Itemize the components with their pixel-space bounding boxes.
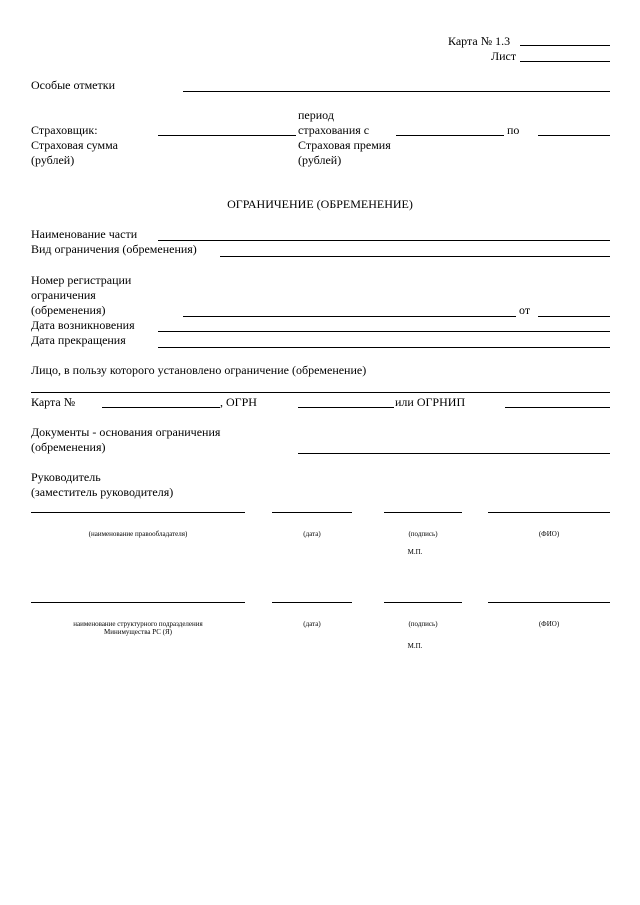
card-number-label: Карта № 1.3: [448, 34, 511, 48]
sign1-fio-field[interactable]: [488, 512, 610, 513]
special-marks-field[interactable]: [183, 91, 610, 92]
insurer-label: Страховщик:: [31, 123, 98, 137]
end-date-label: Дата прекращения: [31, 333, 126, 347]
sign2-signature-field[interactable]: [384, 602, 462, 603]
sign1-date-caption: (дата): [303, 530, 321, 538]
documents-label-1: Документы - основания ограничения: [31, 425, 221, 439]
sign2-stamp-label: М.П.: [407, 642, 423, 650]
sheet-label: Лист: [491, 49, 517, 63]
reg-from-label: от: [519, 303, 531, 317]
reg-number-label-1: Номер регистрации: [31, 273, 132, 287]
sign2-date-field[interactable]: [272, 602, 352, 603]
part-name-label: Наименование части: [31, 227, 138, 241]
premium-label-1: Страховая премия: [298, 138, 391, 152]
period-label-2: страхования с: [298, 123, 370, 137]
premium-label-2: (рублей): [298, 153, 342, 167]
sign2-fio-field[interactable]: [488, 602, 610, 603]
sign1-stamp-label: М.П.: [407, 548, 423, 556]
period-to-field[interactable]: [538, 135, 610, 136]
end-date-field[interactable]: [158, 347, 610, 348]
reg-number-label-3: (обременения): [31, 303, 106, 317]
sheet-field[interactable]: [520, 61, 610, 62]
period-to-label: по: [507, 123, 520, 137]
holder-name-field[interactable]: [31, 512, 245, 513]
reg-number-field[interactable]: [183, 316, 516, 317]
sign2-signature-caption: (подпись): [408, 620, 438, 628]
section-title: ОГРАНИЧЕНИЕ (ОБРЕМЕНЕНИЕ): [227, 197, 413, 211]
ogrnip-label: или ОГРНИП: [395, 395, 466, 409]
start-date-field[interactable]: [158, 331, 610, 332]
restriction-type-field[interactable]: [220, 256, 610, 257]
ogrn-field[interactable]: [298, 407, 394, 408]
holder-name-caption: (наименование правообладателя): [88, 530, 188, 538]
beneficiary-label: Лицо, в пользу которого установлено ограничение (обременение): [31, 363, 367, 377]
reg-number-label-2: ограничения: [31, 288, 96, 302]
period-label-1: период: [298, 108, 334, 122]
unit-name-field[interactable]: [31, 602, 245, 603]
head-label-2: (заместитель руководителя): [31, 485, 174, 499]
documents-field[interactable]: [298, 453, 610, 454]
head-label-1: Руководитель: [31, 470, 101, 484]
sign1-signature-caption: (подпись): [408, 530, 438, 538]
part-name-field[interactable]: [158, 240, 610, 241]
unit-name-caption-1: наименование структурного подразделения: [73, 620, 203, 628]
sum-insured-label-2: (рублей): [31, 153, 75, 167]
ogrn-label: , ОГРН: [220, 395, 257, 409]
sign1-date-field[interactable]: [272, 512, 352, 513]
sign2-fio-caption: (ФИО): [538, 620, 560, 628]
card-no-field[interactable]: [102, 407, 220, 408]
sign2-date-caption: (дата): [303, 620, 321, 628]
period-from-field[interactable]: [396, 135, 504, 136]
card-number-field[interactable]: [520, 45, 610, 46]
beneficiary-field[interactable]: [31, 392, 610, 393]
ogrnip-field[interactable]: [505, 407, 610, 408]
sign1-signature-field[interactable]: [384, 512, 462, 513]
start-date-label: Дата возникновения: [31, 318, 135, 332]
reg-date-field[interactable]: [538, 316, 610, 317]
documents-label-2: (обременения): [31, 440, 106, 454]
special-marks-label: Особые отметки: [31, 78, 115, 92]
restriction-type-label: Вид ограничения (обременения): [31, 242, 197, 256]
unit-name-caption-2: Минимущества РС (Я): [103, 628, 173, 636]
insurer-field[interactable]: [158, 135, 296, 136]
sign1-fio-caption: (ФИО): [538, 530, 560, 538]
sum-insured-label-1: Страховая сумма: [31, 138, 118, 152]
card-no-label: Карта №: [31, 395, 76, 409]
